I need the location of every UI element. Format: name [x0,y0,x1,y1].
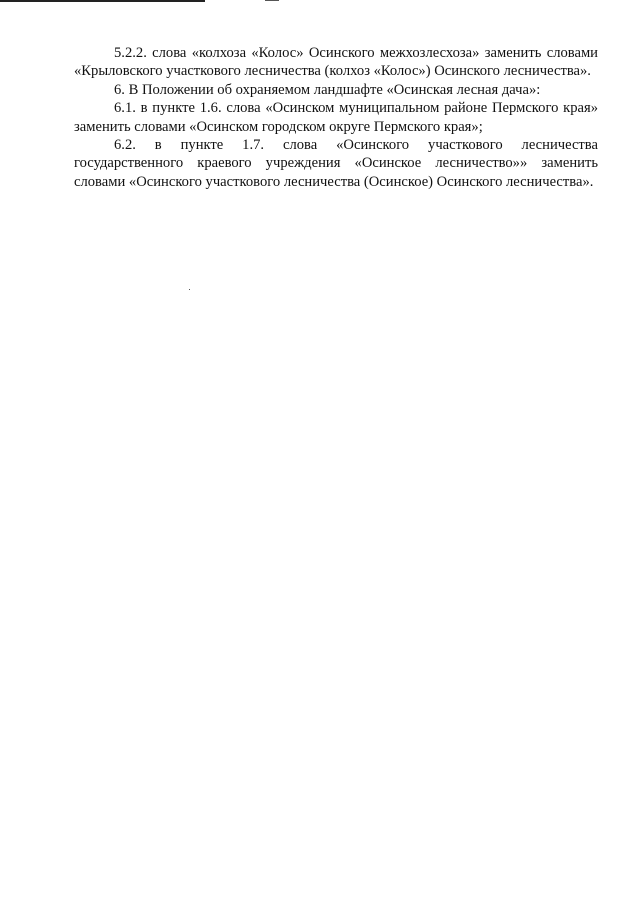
scan-speck [189,289,190,290]
paragraph-6: 6. В Положении об охраняемом ландшафте «Осинская лесная дача»: [114,81,541,98]
scan-edge-mark [265,0,279,1]
document-body [74,44,598,191]
scan-edge-mark [0,0,205,2]
paragraph-6-2: 6.2. в пункте 1.7. слова «Осинского участкового лесничества государственного краевого учреждения «Осинское лесничество»» заменить словами «Осинского участкового лесничества (Осинское) Осинского лесничества». [74,137,598,190]
paragraph-6-1: 6.1. в пункте 1.6. слова «Осинском муниципальном районе Пермского края» заменить словами «Осинском городском округе Пермского края»; [74,100,598,135]
paragraph-5-2-2: 5.2.2. слова «колхоза «Колос» Осинского межхозлесхоза» заменить словами «Крыловского участкового лесничества (колхоз «Колос») Осинского лесничества». [74,45,598,80]
